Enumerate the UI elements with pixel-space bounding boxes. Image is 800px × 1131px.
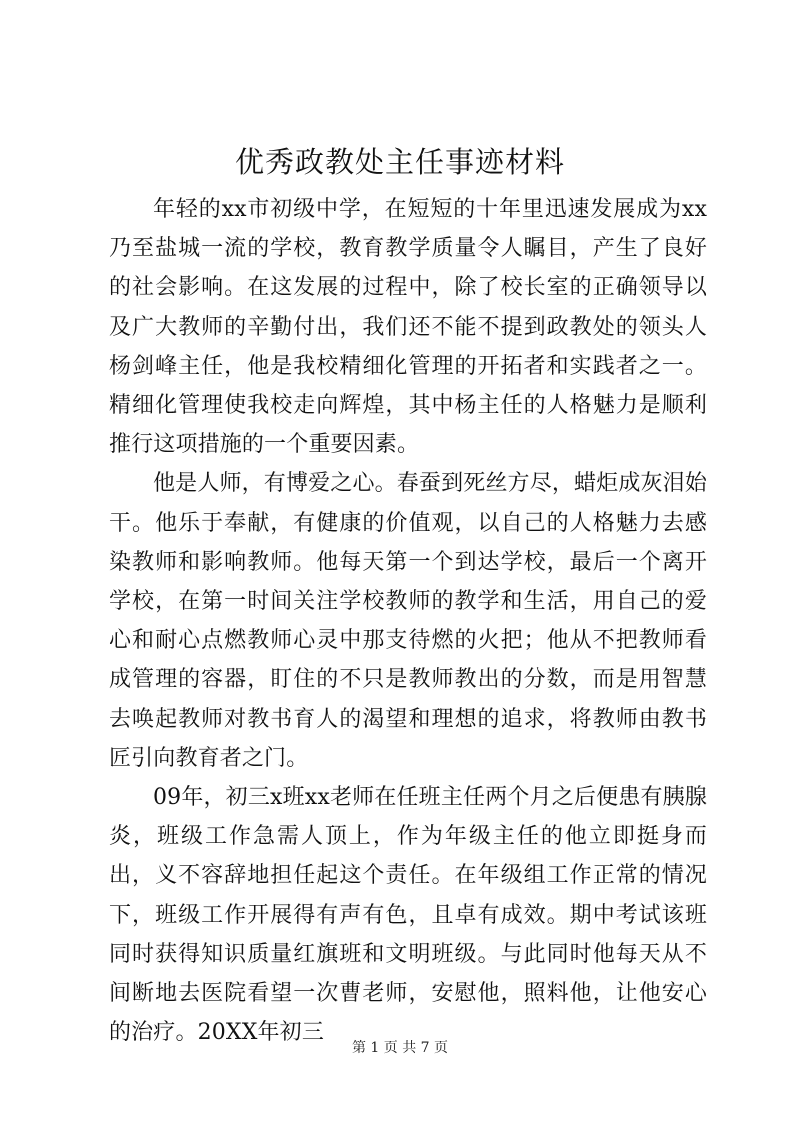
- paragraph-3: 09年，初三x班xx老师在任班主任两个月之后便患有胰腺炎，班级工作急需人顶上，作为年级主任的他立即挺身而出，义不容辞地担任起这个责任。在年级组工作正常的情况下，班级工作开展得有声有色，且卓有成效。期中考试该班同时获得知识质量红旗班和文明班级。与此同时他每天从不间断地去医院看望一次曹老师，安慰他，照料他，让他安心的治疗。20XX年初三: [109, 785, 707, 1046]
- document-title: 优秀政教处主任事迹材料: [234, 145, 565, 179]
- page-footer: 第 1 页 共 7 页: [351, 1040, 449, 1056]
- document-body: [109, 190, 707, 1052]
- paragraph-2: 他是人师，有博爱之心。春蚕到死丝方尽，蜡炬成灰泪始干。他乐于奉献，有健康的价值观，以自己的人格魅力去感染教师和影响教师。他每天第一个到达学校，最后一个离开学校，在第一时间关注学校教师的教学和生活，用自己的爱心和耐心点燃教师心灵中那支待燃的火把；他从不把教师看成管理的容器，盯住的不只是教师教出的分数，而是用智慧去唤起教师对教书育人的渴望和理想的追求，将教师由教书匠引向教育者之门。: [109, 471, 707, 771]
- paragraph-1: 年轻的xx市初级中学，在短短的十年里迅速发展成为xx乃至盐城一流的学校，教育教学质量令人瞩目，产生了良好的社会影响。在这发展的过程中，除了校长室的正确领导以及广大教师的辛勤付出，我们还不能不提到政教处的领头人杨剑峰主任，他是我校精细化管理的开拓者和实践者之一。精细化管理使我校走向辉煌，其中杨主任的人格魅力是顺利推行这项措施的一个重要因素。: [109, 197, 707, 458]
